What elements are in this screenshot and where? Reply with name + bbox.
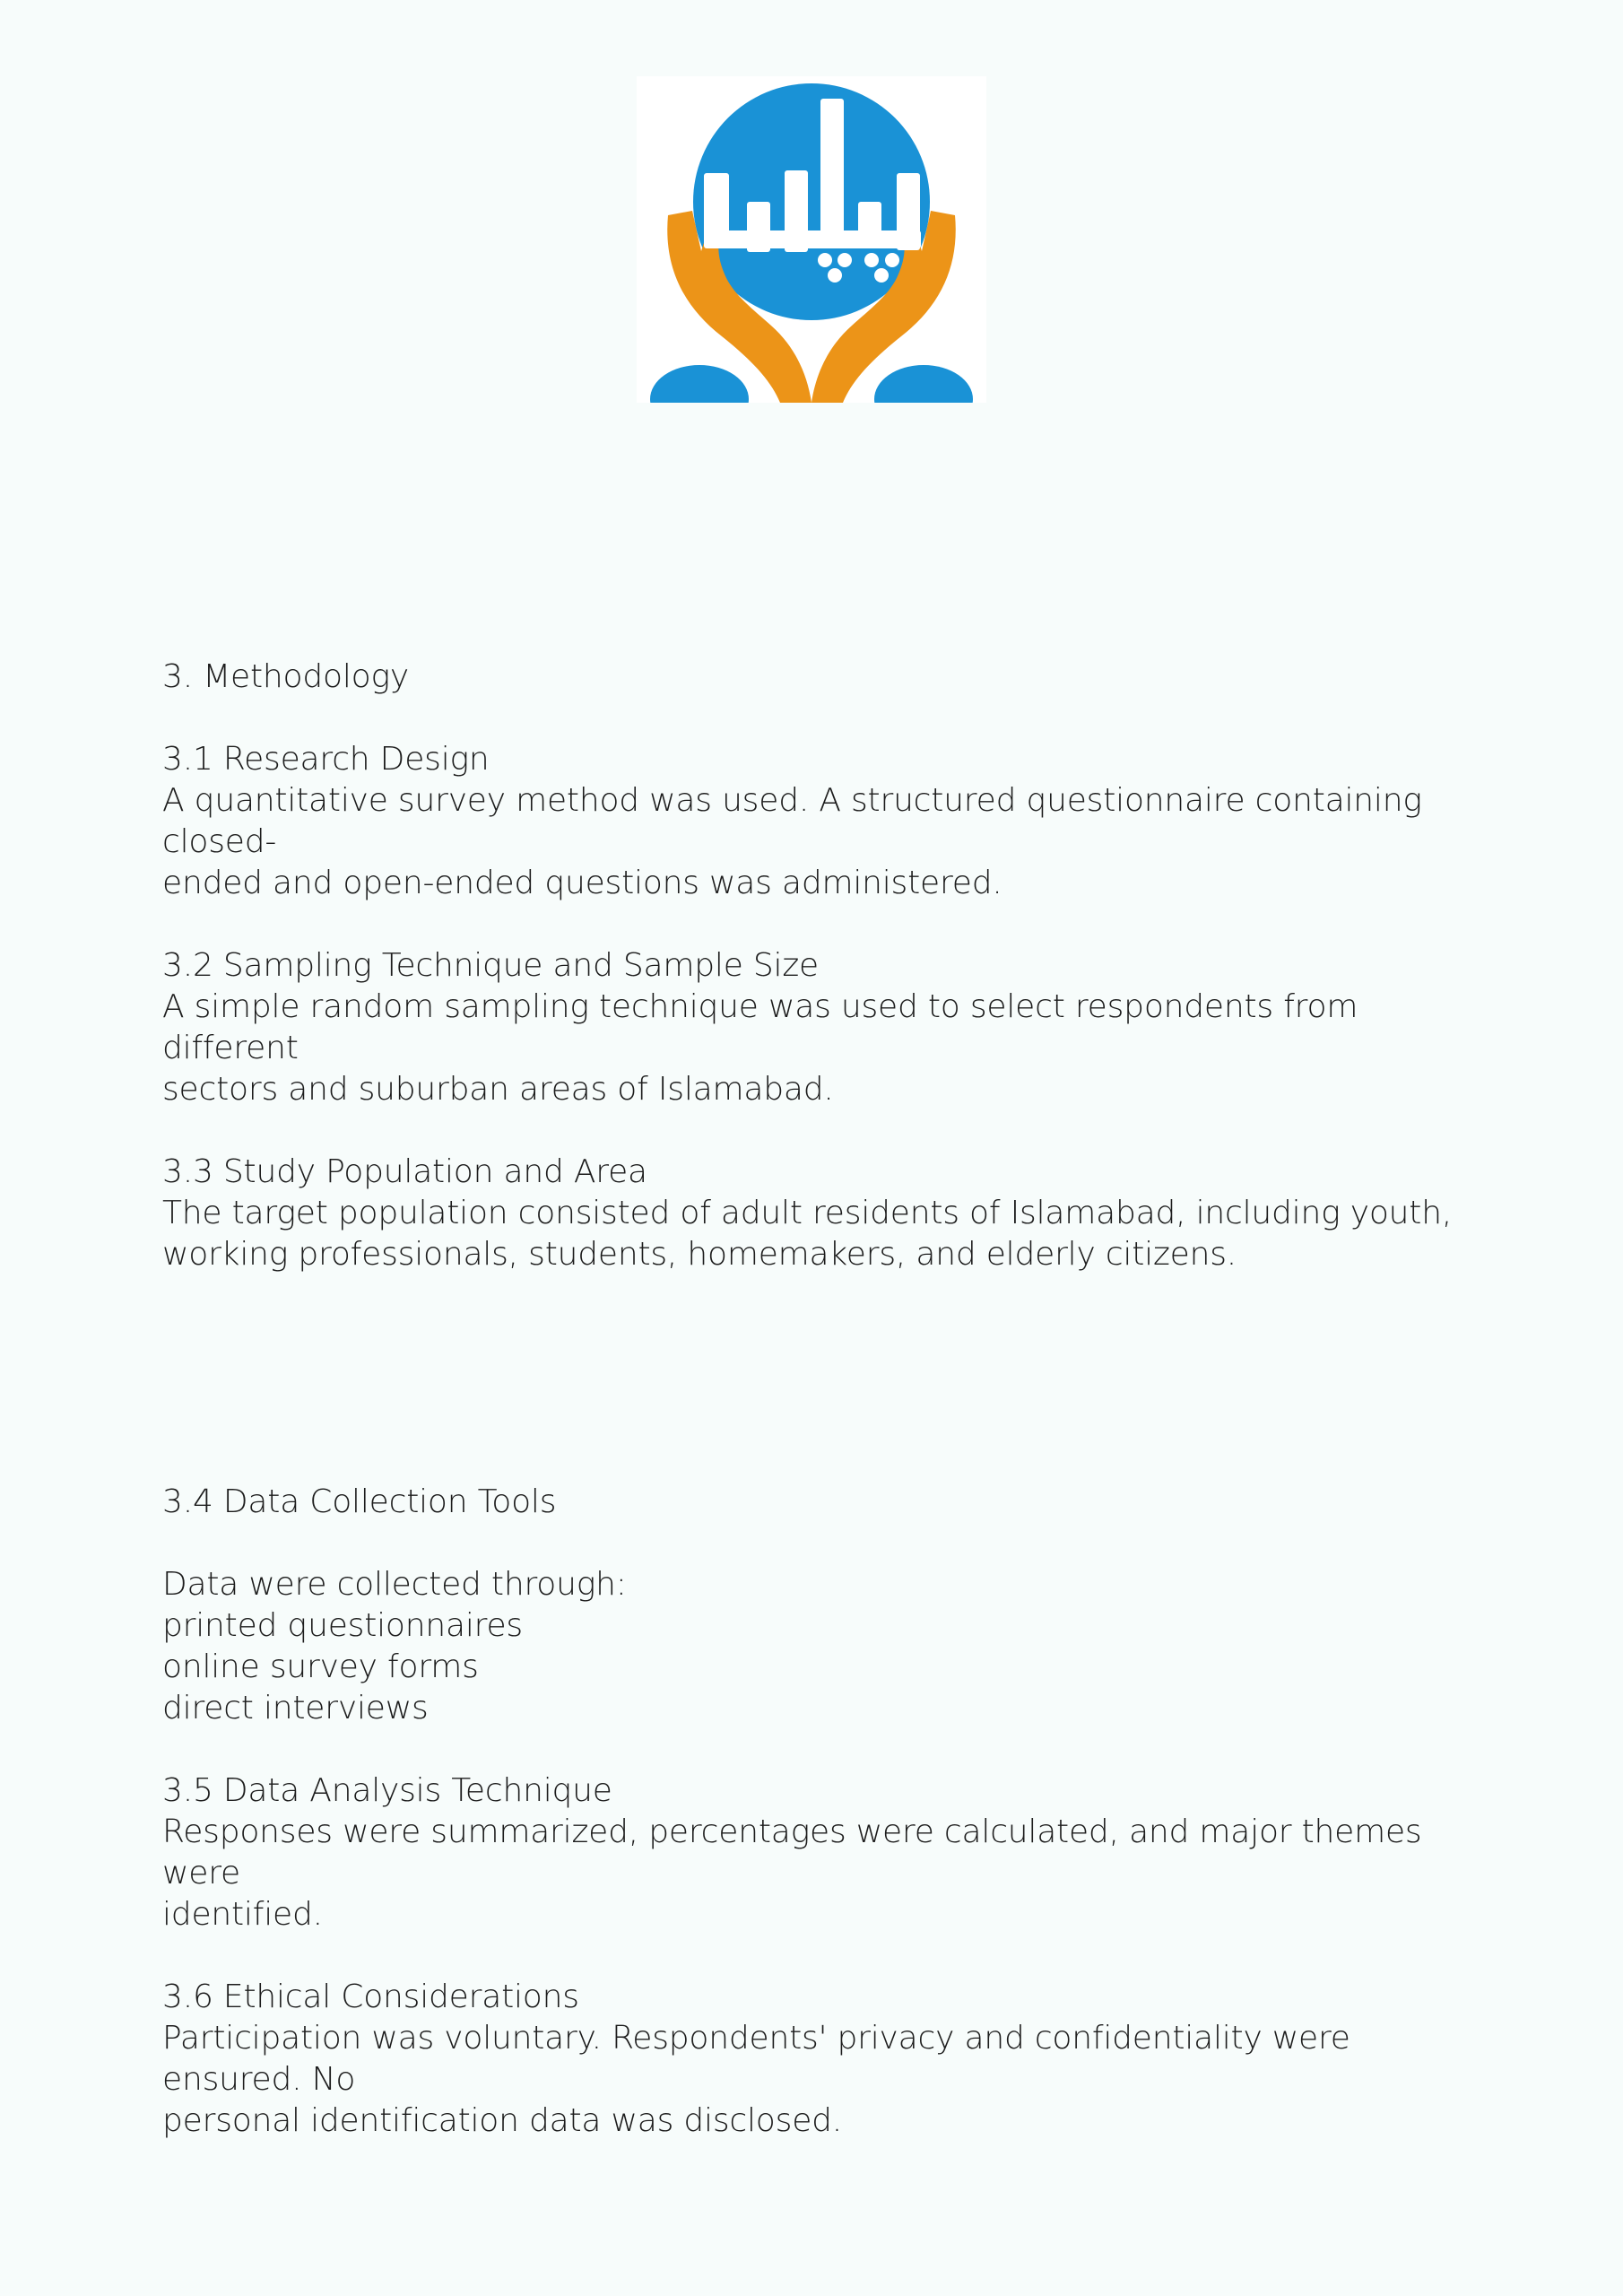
section-data-collection bbox=[162, 1482, 1471, 1729]
section-title: 3.2 Sampling Technique and Sample Size bbox=[162, 947, 819, 984]
section-ethical-considerations bbox=[162, 1977, 1471, 2142]
document-body bbox=[162, 657, 1471, 2142]
paragraph-line: personal identification data was disclosed. bbox=[162, 2102, 843, 2139]
methodology-heading: 3. Methodology bbox=[162, 658, 409, 695]
logo bbox=[637, 76, 986, 403]
paragraph-line: Responses were summarized, percentages were calculated, and major themes were bbox=[162, 1813, 1422, 1892]
paragraph-line: A quantitative survey method was used. A structured questionnaire containing closed- bbox=[162, 782, 1422, 860]
section-data-analysis bbox=[162, 1770, 1471, 1935]
logo-right-blob bbox=[874, 365, 973, 403]
section-title: 3.3 Study Population and Area bbox=[162, 1153, 647, 1190]
section-study-population bbox=[162, 1152, 1471, 1275]
hands-holding-circle-logo-icon bbox=[637, 76, 986, 403]
logo-left-blob bbox=[650, 365, 749, 403]
paragraph-line: The target population consisted of adult residents of Islamabad, including youth, bbox=[162, 1195, 1453, 1231]
list-item: online survey forms bbox=[162, 1648, 479, 1685]
section-sampling bbox=[162, 945, 1471, 1110]
paragraph-line: Data were collected through: bbox=[162, 1566, 627, 1603]
paragraph-line: ended and open-ended questions was administered. bbox=[162, 865, 1002, 901]
section-title: 3.4 Data Collection Tools bbox=[162, 1483, 557, 1520]
paragraph-line: identified. bbox=[162, 1896, 323, 1933]
list-item: direct interviews bbox=[162, 1690, 429, 1726]
section-title: 3.6 Ethical Considerations bbox=[162, 1979, 579, 2015]
list-item: printed questionnaires bbox=[162, 1607, 523, 1644]
paragraph-line: working professionals, students, homemakers, and elderly citizens. bbox=[162, 1236, 1237, 1273]
paragraph-line: sectors and suburban areas of Islamabad. bbox=[162, 1071, 834, 1108]
section-research-design bbox=[162, 739, 1471, 904]
paragraph-line: A simple random sampling technique was used to select respondents from different bbox=[162, 988, 1358, 1066]
section-title: 3.5 Data Analysis Technique bbox=[162, 1772, 612, 1809]
paragraph-line: Participation was voluntary. Respondents' privacy and confidentiality were ensured. No bbox=[162, 2020, 1350, 2098]
section-title: 3.1 Research Design bbox=[162, 741, 490, 778]
